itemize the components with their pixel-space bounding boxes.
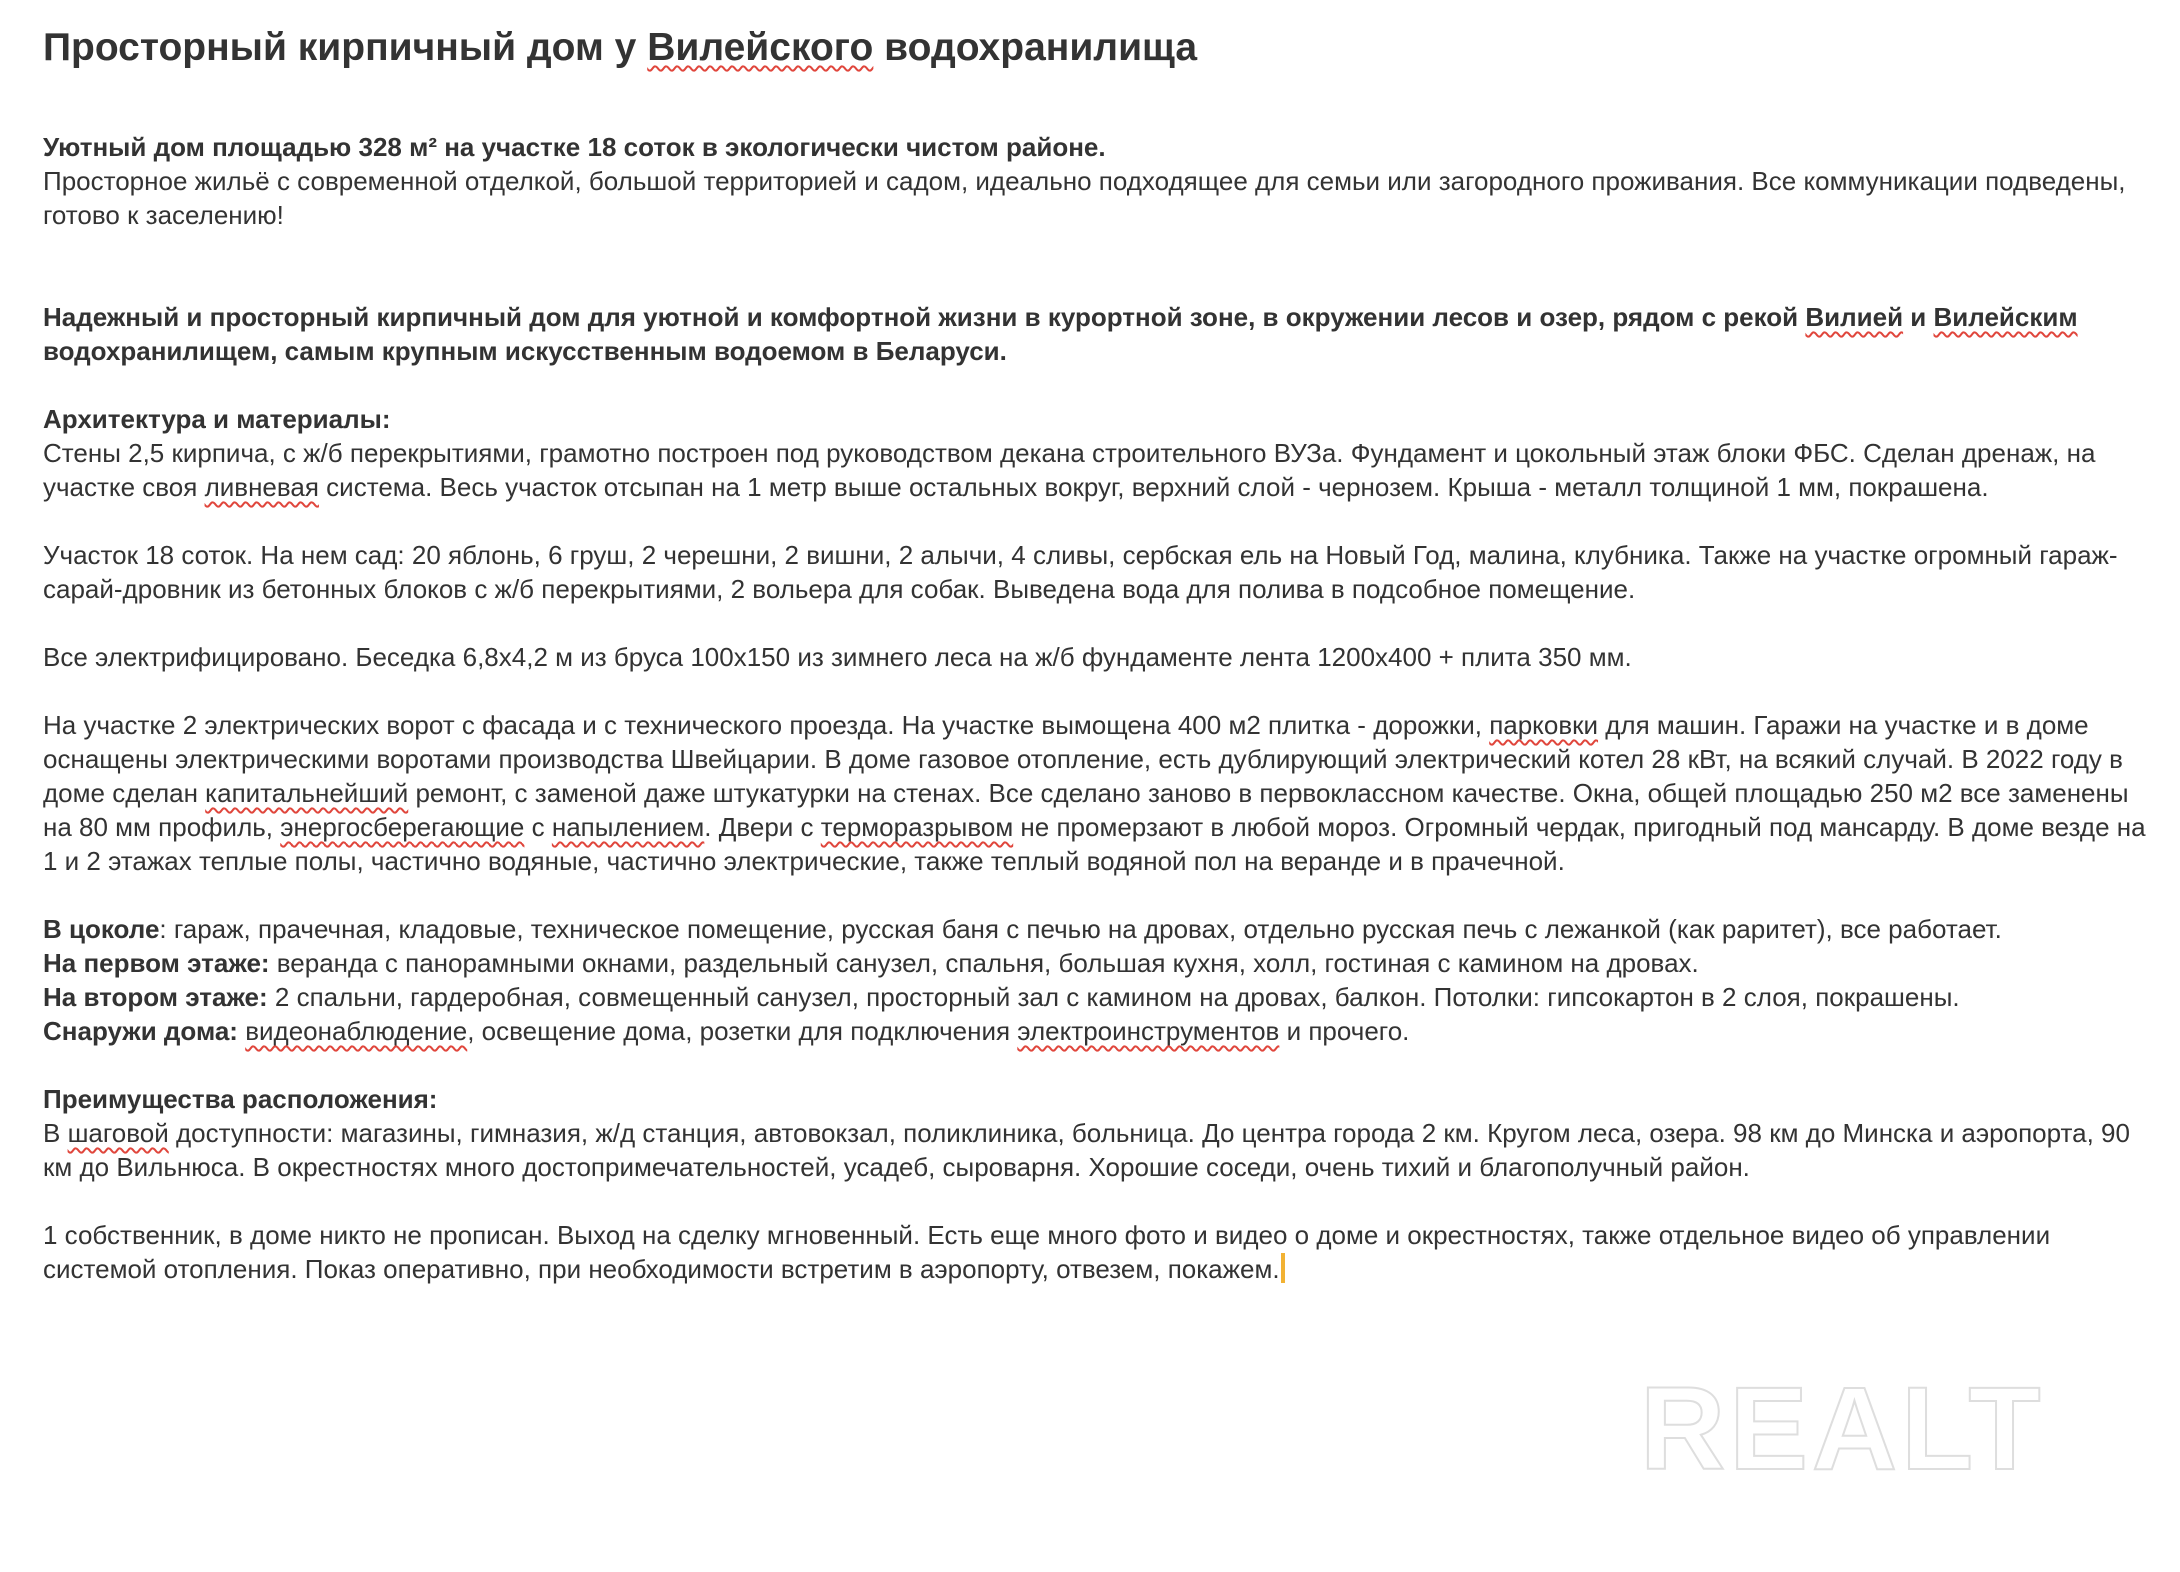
floors-section: [43, 912, 2153, 1048]
listing-document: [43, 20, 2153, 1286]
spellcheck-word: ливневая: [204, 472, 319, 502]
intro-text: Просторное жильё с современной отделкой, большой территорией и садом, идеально подходящее для семьи или загородного проживания. Все коммуникации подведены, готово к заселению!: [43, 166, 2126, 230]
text-caret: [1281, 1253, 1285, 1283]
electric-text: Все электрифицировано. Беседка 6,8х4,2 м из бруса 100х150 из зимнего леса на ж/б фундаменте лента 1200х400 + плита 350 мм.: [43, 642, 1632, 672]
spellcheck-word: терморазрывом: [820, 812, 1014, 842]
floor-basement: В цоколе: гараж, прачечная, кладовые, техническое помещение, русская баня с печью на дровах, отдельно русская печь с лежанкой (как раритет), все работает.: [43, 914, 2002, 944]
intro-section: [43, 130, 2153, 232]
spellcheck-word: парковки: [1489, 710, 1599, 740]
details-section: [43, 708, 2153, 878]
architecture-heading: Архитектура и материалы:: [43, 404, 391, 434]
spellcheck-word: энергосберегающие: [280, 812, 525, 842]
location-heading: Преимущества расположения:: [43, 1084, 438, 1114]
location-text: В шаговой доступности: магазины, гимназия, ж/д станция, автовокзал, поликлиника, больница. До центра города 2 км. Кругом леса, озера. 98 км до Минска и аэропорта, 90 км до Вильнюса. В окрестностях много достопримечательностей, усадеб, сыроварня. Хорошие соседи, очень тихий и благополучный район.: [43, 1118, 2130, 1182]
spellcheck-word: напылением: [551, 812, 705, 842]
spellcheck-word: электроинструментов: [1017, 1016, 1280, 1046]
electric-section: [43, 640, 2153, 674]
realt-watermark-logo: REALT: [1640, 1363, 2045, 1495]
details-text: На участке 2 электрических ворот с фасада и с технического проезда. На участке вымощена 400 м2 плитка - дорожки, парковки для машин. Гаражи на участке и в доме оснащены электрическими воротами производства Швейцарии. В доме газовое отопление, есть дублирующий электрический котел 28 кВт, на всякий случай. В 2022 году в доме сделан капитальнейший ремонт, с заменой даже штукатурки на стенах. Все сделано заново в первоклассном качестве. Окна, общей площадью 250 м2 все заменены на 80 мм профиль, энергосберегающие с напылением. Двери с терморазрывом не промерзают в любой мороз. Огромный чердак, пригодный под мансарду. В доме везде на 1 и 2 этажах теплые полы, частично водяные, частично электрические, также теплый водяной пол на веранде и в прачечной.: [43, 710, 2146, 876]
summary-section: [43, 300, 2153, 368]
intro-lead: Уютный дом площадью 328 м² на участке 18 соток в экологически чистом районе.: [43, 132, 1106, 162]
spellcheck-word: Вилией: [1805, 302, 1904, 332]
closing-section: [43, 1218, 2153, 1286]
plot-section: [43, 538, 2153, 606]
floor-second: На втором этаже: 2 спальни, гардеробная, совмещенный санузел, просторный зал с камином на дровах, балкон. Потолки: гипсокартон в 2 слоя, покрашены.: [43, 982, 1960, 1012]
spellcheck-word: шаговой: [67, 1118, 169, 1148]
spellcheck-word: капитальнейший: [205, 778, 409, 808]
spellcheck-word: Вилейского: [647, 26, 874, 69]
plot-text: Участок 18 соток. На нем сад: 20 яблонь, 6 груш, 2 черешни, 2 вишни, 2 алычи, 4 сливы, сербская ель на Новый Год, малина, клубника. Также на участке огромный гараж-сарай-дровник из бетонных блоков с ж/б перекрытиями, 2 вольера для собак. Выведена вода для полива в подсобное помещение.: [43, 540, 2118, 604]
architecture-section: [43, 402, 2153, 504]
closing-text[interactable]: 1 собственник, в доме никто не прописан. Выход на сделку мгновенный. Есть еще много фото и видео о доме и окрестностях, также отдельное видео об управлении системой отопления. Показ оперативно, при необходимости встретим в аэропорту, отвезем, покажем.: [43, 1220, 2051, 1284]
architecture-text: Стены 2,5 кирпича, с ж/б перекрытиями, грамотно построен под руководством декана строительного ВУЗа. Фундамент и цокольный этаж блоки ФБС. Сделан дренаж, на участке своя ливневая система. Весь участок отсыпан на 1 метр выше остальных вокруг, верхний слой - чернозем. Крыша - металл толщиной 1 мм, покрашена.: [43, 438, 2096, 502]
floor-outside: Снаружи дома: видеонаблюдение, освещение дома, розетки для подключения электроинструментов и прочего.: [43, 1016, 1410, 1046]
floor-first: На первом этаже: веранда с панорамными окнами, раздельный санузел, спальня, большая кухня, холл, гостиная с камином на дровах.: [43, 948, 1699, 978]
location-section: [43, 1082, 2153, 1184]
page-title: Просторный кирпичный дом у Вилейского водохранилища: [43, 26, 1198, 69]
summary-text: Надежный и просторный кирпичный дом для уютной и комфортной жизни в курортной зоне, в окружении лесов и озер, рядом с рекой Вилией и Вилейским водохранилищем, самым крупным искусственным водоемом в Беларуси.: [43, 302, 2078, 366]
spellcheck-word: Вилейским: [1933, 302, 2078, 332]
spellcheck-word: видеонаблюдение: [245, 1016, 468, 1046]
